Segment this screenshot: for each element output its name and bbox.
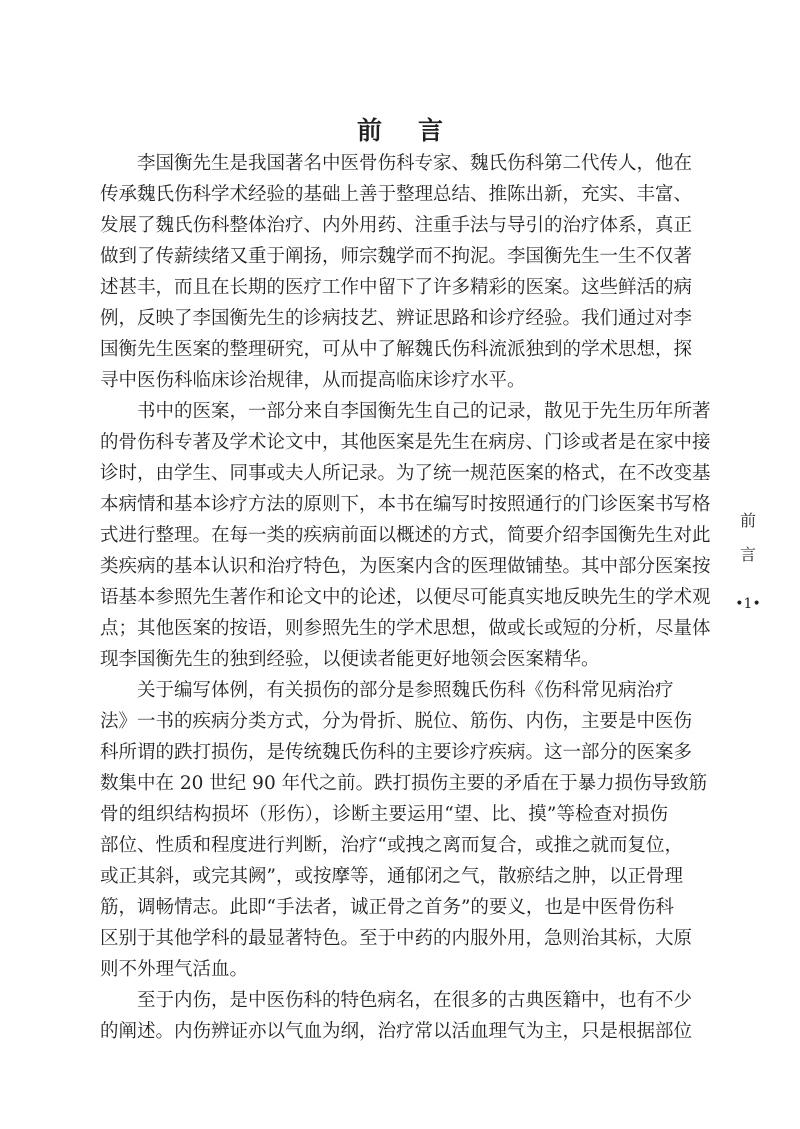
page-title: 前言 — [356, 116, 479, 145]
paragraph — [100, 675, 708, 985]
text-line: 科所谓的跌打损伤，是传统魏氏伤科的主要诊疗疾病。这一部分的医案多 — [100, 742, 693, 763]
text-line: 式进行整理。在每一类的疾病前面以概述的方式，简要介绍李国衡先生对此 — [100, 525, 711, 546]
text-line: 语基本参照先生著作和论文中的论述，以便尽可能真实地反映先生的学术观 — [100, 587, 711, 608]
text-line: 至于内伤，是中医伤科的特色病名，在很多的古典医籍中，也有不少 — [137, 990, 693, 1011]
text-line: 区别于其他学科的最显著特色。至于中药的内服外用，急则治其标，大原 — [100, 928, 693, 949]
text-line: 的骨伤科专著及学术论文中，其他医案是先生在病房、门诊或者是在家中接 — [100, 432, 711, 453]
text-line: 发展了魏氏伤科整体治疗、内外用药、注重手法与导引的治疗体系，真正 — [100, 215, 693, 236]
text-line: 的阐述。内伤辨证亦以气血为纲，治疗常以活血理气为主，只是根据部位 — [100, 1021, 693, 1042]
text-line: 现李国衡先生的独到经验，以便读者能更好地领会医案精华。 — [100, 649, 600, 670]
text-line: 则不外理气活血。 — [100, 959, 249, 980]
text-line: 部位、性质和程度进行判断，治疗“或拽之离而复合，或推之就而复位， — [100, 835, 683, 856]
text-line: 做到了传薪续绪又重于阐扬，师宗魏学而不拘泥。李国衡先生一生不仅著 — [100, 246, 693, 267]
running-header-char-1: 前 — [739, 511, 756, 530]
text-line: 点；其他医案的按语，则参照先生的学术思想，做或长或短的分析，尽量体 — [100, 618, 711, 639]
text-line: 例，反映了李国衡先生的诊病技艺、辨证思路和诊疗经验。我们通过对李 — [100, 308, 693, 329]
text-line: 数集中在 20 世纪 90 年代之前。跌打损伤主要的矛盾在于暴力损伤导致筋 — [100, 773, 708, 794]
text-line: 骨的组织结构损坏（形伤），诊断主要运用“望、比、摸”等检查对损伤 — [100, 804, 668, 825]
text-line: 述甚丰，而且在长期的医疗工作中留下了许多精彩的医案。这些鲜活的病 — [100, 277, 693, 298]
text-line: 传承魏氏伤科学术经验的基础上善于整理总结、推陈出新，充实、丰富、 — [100, 184, 693, 205]
text-line: 本病情和基本诊疗方法的原则下，本书在编写时按照通行的门诊医案书写格 — [100, 494, 711, 515]
preface-body — [100, 148, 711, 1047]
page-number: •1• — [735, 596, 761, 612]
paragraph — [100, 148, 693, 396]
running-header-char-2: 言 — [739, 545, 756, 564]
paragraph — [100, 396, 711, 675]
text-line: 或正其斜，或完其阙”，或按摩等，通郁闭之气，散瘀结之肿，以正骨理 — [100, 866, 683, 887]
text-line: 关于编写体例，有关损伤的部分是参照魏氏伤科《伤科常见病治疗 — [137, 680, 674, 701]
text-line: 书中的医案，一部分来自李国衡先生自己的记录，散见于先生历年所著 — [137, 401, 711, 422]
text-line: 筋，调畅情志。此即“手法者，诚正骨之首务”的要义，也是中医骨伤科 — [100, 897, 674, 918]
text-line: 类疾病的基本认识和治疗特色，为医案内含的医理做铺垫。其中部分医案按 — [100, 556, 711, 577]
text-line: 法》一书的疾病分类方式，分为骨折、脱位、筋伤、内伤，主要是中医伤 — [100, 711, 693, 732]
text-line: 寻中医伤科临床诊治规律，从而提高临床诊疗水平。 — [100, 370, 526, 391]
text-line: 国衡先生医案的整理研究，可从中了解魏氏伤科流派独到的学术思想，探 — [100, 339, 693, 360]
text-line: 李国衡先生是我国著名中医骨伤科专家、魏氏伤科第二代传人，他在 — [137, 153, 693, 174]
text-line: 诊时，由学生、同事或夫人所记录。为了统一规范医案的格式，在不改变基 — [100, 463, 711, 484]
paragraph — [100, 985, 693, 1047]
